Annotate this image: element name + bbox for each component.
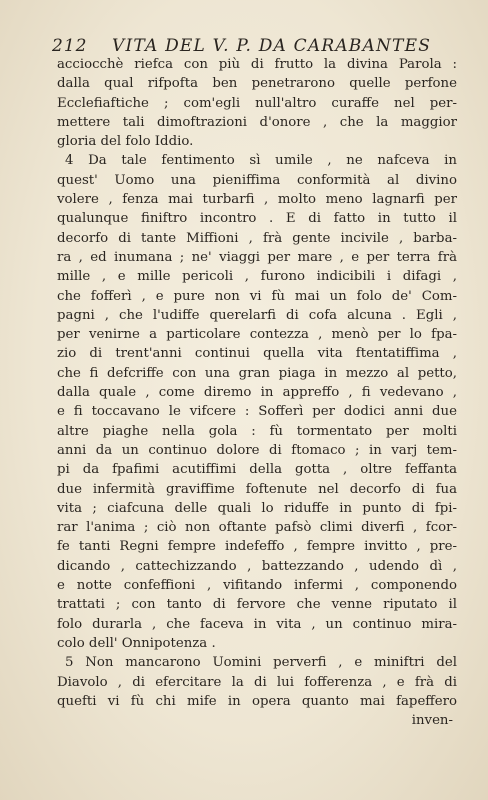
text-line: che fi defcriffe con una gran piaga in mezzo al petto, — [57, 365, 457, 381]
text-line: e notte confeffioni , vifitando infermi , componendo — [57, 578, 457, 594]
text-line: mettere tali dimoftrazioni d'onore , che la maggior — [57, 114, 457, 130]
paragraph-start-line: 4 Da tale fentimento sì umile , ne nafceva in — [65, 153, 457, 169]
catchword: inven- — [411, 713, 453, 729]
text-line: ra , ed inumana ; ne' viaggi per mare , e per terra frà — [57, 249, 457, 265]
text-line: quefti vi fù chi mife in opera quanto mai fapeffero — [57, 693, 457, 709]
text-line: decorfo di tante Miffioni , frà gente incivile , barba- — [57, 230, 457, 246]
running-head: VITA DEL V. P. DA CARABANTES — [112, 36, 432, 56]
text-line: gloria del folo Iddio. — [57, 134, 194, 150]
text-line: per venirne a particolare contezza , menò per lo fpa- — [57, 327, 457, 343]
text-line: Ecclefiaftiche ; com'egli null'altro curaffe nel per- — [57, 95, 457, 111]
text-line: dicando , cattechizzando , battezzando , udendo dì , — [57, 558, 457, 574]
text-line: vita ; ciafcuna delle quali lo riduffe in punto di fpi- — [57, 500, 457, 516]
text-line: trattati ; con tanto di fervore che venne riputato il — [57, 597, 457, 613]
text-line: pagni , che l'udiffe querelarfi di cofa alcuna . Egli , — [57, 307, 457, 323]
text-line: acciocchè riefca con più di frutto la divina Parola : — [57, 57, 457, 72]
text-line: Diavolo , di efercitare la di lui fofferenza , e frà di — [57, 674, 457, 690]
text-line: fe tanti Regni fempre indefeffo , fempre invitto , pre- — [57, 539, 457, 555]
text-line: quest' Uomo una pieniffima conformità al divino — [57, 172, 457, 188]
text-line: altre piaghe nella gola : fù tormentato per molti — [57, 423, 457, 439]
text-line: anni da un continuo dolore di ftomaco ; in varj tem- — [57, 442, 457, 458]
text-line: mille , e mille pericoli , furono indicibili i difagi , — [57, 269, 457, 285]
text-line: che fofferì , e pure non vi fù mai un folo de' Com- — [57, 288, 457, 304]
text-line: dalla qual rifpofta ben penetrarono quelle perfone — [57, 76, 457, 92]
page-number: 212 — [52, 36, 88, 56]
text-line: qualunque finiftro incontro . E di fatto in tutto il — [57, 211, 457, 227]
body-text — [57, 55, 457, 730]
text-line: volere , fenza mai turbarfi , molto meno lagnarfi per — [57, 192, 457, 208]
text-line: colo dell' Onnipotenza . — [57, 635, 216, 651]
text-line: folo durarla , che faceva in vita , un continuo mira- — [57, 616, 457, 632]
text-line: pi da fpafimi acutiffimi della gotta , oltre feffanta — [57, 462, 457, 478]
text-line: due infermità graviffime foftenute nel decorfo di fua — [57, 481, 457, 497]
text-line: dalla quale , come diremo in appreffo , fi vedevano , — [57, 385, 457, 401]
text-line: e fi toccavano le vifcere : Sofferì per dodici anni due — [57, 404, 457, 420]
text-line: zio di trent'anni continui quella vita ftentatiffima , — [57, 346, 457, 362]
paragraph-start-line: 5 Non mancarono Uomini perverfi , e miniftri del — [65, 655, 457, 671]
text-line: rar l'anima ; ciò non oftante pafsò climi diverfi , fcor- — [57, 520, 457, 536]
